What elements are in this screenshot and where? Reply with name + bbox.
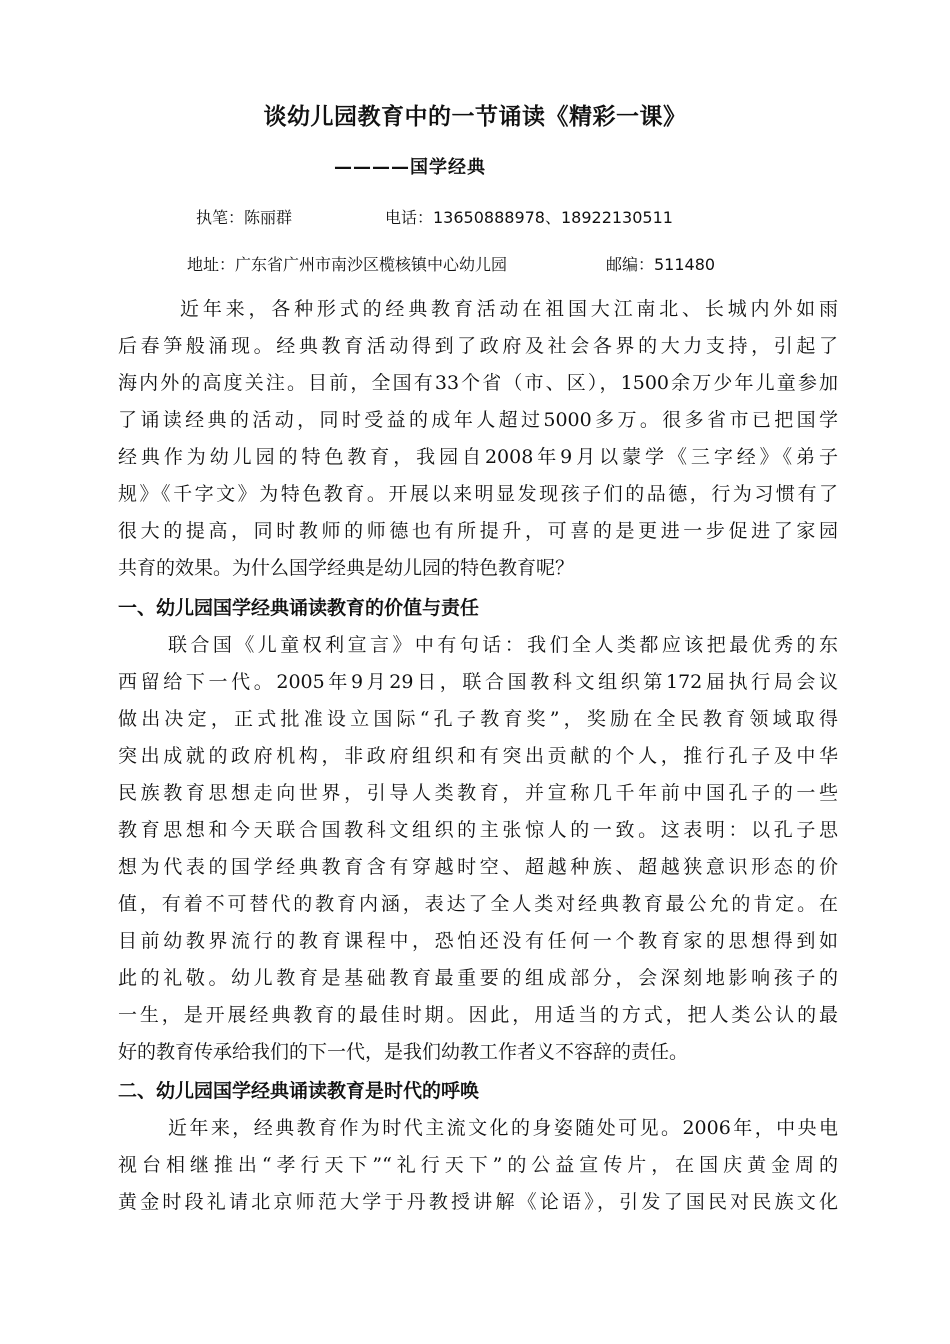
text-line: 黄金时段礼请北京师范大学于丹教授讲解《论语》，引发了国民对民族文化 <box>118 1191 838 1213</box>
section-heading-1: 一、幼儿园国学经典诵读教育的价值与责任 <box>118 597 480 619</box>
text-line: 突出成就的政府机构，非政府组织和有突出贡献的个人，推行孔子及中华 <box>118 745 838 767</box>
text-line: 做出决定，正式批准设立国际“孔子教育奖”，奖励在全民教育领域取得 <box>118 708 838 730</box>
text-line: 教育思想和今天联合国教科文组织的主张惊人的一致。这表明：以孔子思 <box>118 819 838 841</box>
section-2-paragraph <box>118 1110 838 1221</box>
text-line: 了诵读经典的活动，同时受益的成年人超过5000多万。很多省市已把国学 <box>118 409 838 431</box>
text-line: 共育的效果。为什么国学经典是幼儿园的特色教育呢？ <box>118 557 575 579</box>
text-line: 视台相继推出“孝行天下”“礼行天下”的公益宣传片，在国庆黄金周的 <box>118 1154 838 1176</box>
address-line: 地址：广东省广州市南沙区榄核镇中心幼儿园 <box>187 255 508 274</box>
text-line: 好的教育传承给我们的下一代，是我们幼教工作者义不容辞的责任。 <box>118 1041 689 1063</box>
text-line: 很大的提高，同时教师的师德也有所提升，可喜的是更进一步促进了家园 <box>118 520 838 542</box>
phone-line: 电话：13650888978、18922130511 <box>385 208 673 227</box>
text-line: 近年来，经典教育作为时代主流文化的身姿随处可见。2006年，中央电 <box>168 1117 838 1139</box>
text-line: 西留给下一代。2005年9月29日，联合国教科文组织第172届执行局会议 <box>118 671 838 693</box>
author-line: 执笔：陈丽群 <box>196 208 293 227</box>
text-line: 经典作为幼儿园的特色教育，我园自2008年9月以蒙学《三字经》《弟子 <box>118 446 838 468</box>
document-title: 谈幼儿园教育中的一节诵读《精彩一课》 <box>263 104 687 130</box>
text-line: 此的礼敬。幼儿教育是基础教育最重要的组成部分，会深刻地影响孩子的 <box>118 967 838 989</box>
text-line: 目前幼教界流行的教育课程中，恐怕还没有任何一个教育家的思想得到如 <box>118 930 838 952</box>
text-line: 一生，是开展经典教育的最佳时期。因此，用适当的方式，把人类公认的最 <box>118 1004 838 1026</box>
text-line: 民族教育思想走向世界，引导人类教育，并宣称几千年前中国孔子的一些 <box>118 782 838 804</box>
text-line: 想为代表的国学经典教育含有穿越时空、超越种族、超越狭意识形态的价 <box>118 856 838 878</box>
section-heading-2: 二、幼儿园国学经典诵读教育是时代的呼唤 <box>118 1080 480 1102</box>
section-1-paragraph <box>118 627 838 1071</box>
text-line: 值，有着不可替代的教育内涵，表达了全人类对经典教育最公允的肯定。在 <box>118 893 838 915</box>
intro-paragraph <box>118 291 838 587</box>
document-subtitle: ————国学经典 <box>334 157 486 178</box>
text-line: 海内外的高度关注。目前，全国有33个省（市、区），1500余万少年儿童参加 <box>118 372 838 394</box>
postcode-line: 邮编：511480 <box>606 255 716 274</box>
text-line: 后春笋般涌现。经典教育活动得到了政府及社会各界的大力支持，引起了 <box>118 335 838 357</box>
text-line: 近年来，各种形式的经典教育活动在祖国大江南北、长城内外如雨 <box>180 298 838 320</box>
text-line: 规》《千字文》为特色教育。开展以来明显发现孩子们的品德，行为习惯有了 <box>118 483 838 505</box>
text-line: 联合国《儿童权利宣言》中有句话：我们全人类都应该把最优秀的东 <box>168 634 838 656</box>
